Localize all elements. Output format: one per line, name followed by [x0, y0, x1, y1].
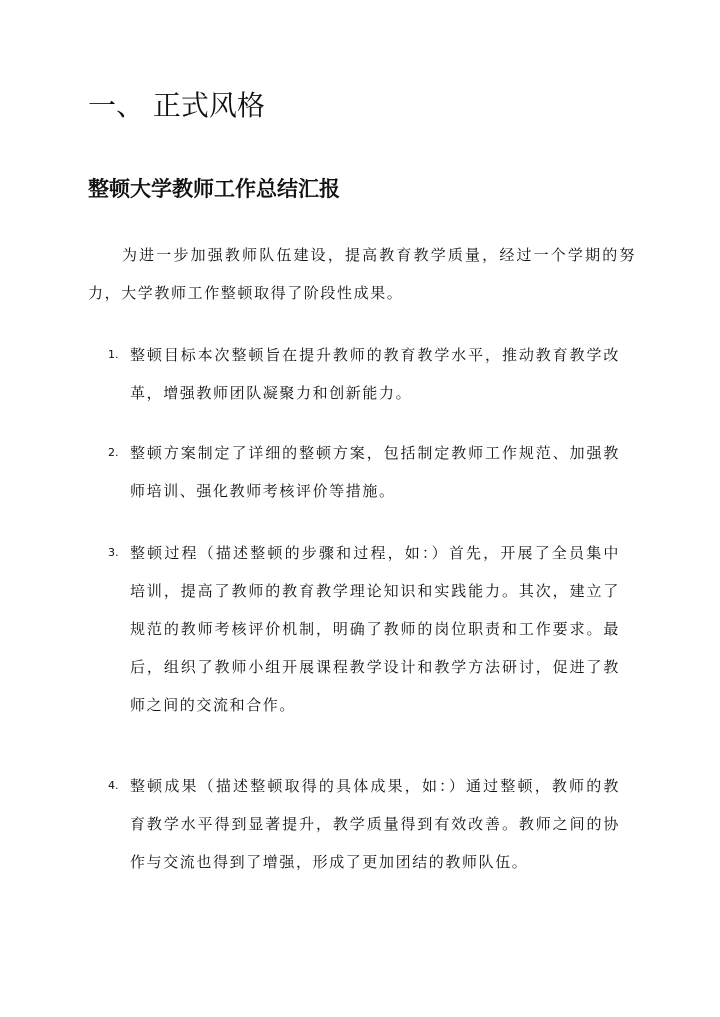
list-item-number: 4. — [108, 779, 119, 792]
list-item — [108, 534, 620, 724]
intro-paragraph: 为进一步加强教师队伍建设，提高教育教学质量，经过一个学期的努力，大学教师工作整顿取得了阶段性成果。 — [88, 246, 636, 302]
list-item-number: 3. — [108, 546, 119, 559]
list-item-text: 整顿目标本次整顿旨在提升教师的教育教学水平，推动教育教学改革，增强教师团队凝聚力和创新能力。 — [130, 346, 620, 402]
section-heading: 一、 正式风格 — [88, 89, 265, 122]
list-item-text: 整顿成果（描述整顿取得的具体成果，如：）通过整顿，教师的教育教学水平得到显著提升，教学质量得到有效改善。教师之间的协作与交流也得到了增强，形成了更加团结的教师队伍。 — [130, 777, 620, 871]
list-item-number: 1. — [108, 348, 119, 361]
list-item — [108, 767, 620, 881]
list-item — [108, 434, 620, 510]
list-item-number: 2. — [108, 446, 119, 459]
list-item-text: 整顿过程（描述整顿的步骤和过程，如：）首先，开展了全员集中培训，提高了教师的教育教学理论知识和实践能力。其次，建立了规范的教师考核评价机制，明确了教师的岗位职责和工作要求。最后，组织了教师小组开展课程教学设计和教学方法研讨，促进了教师之间的交流和合作。 — [130, 544, 620, 714]
list-item-text: 整顿方案制定了详细的整顿方案，包括制定教师工作规范、加强教师培训、强化教师考核评价等措施。 — [130, 444, 620, 500]
document-title: 整顿大学教师工作总结汇报 — [88, 176, 340, 201]
list-item — [108, 336, 620, 412]
